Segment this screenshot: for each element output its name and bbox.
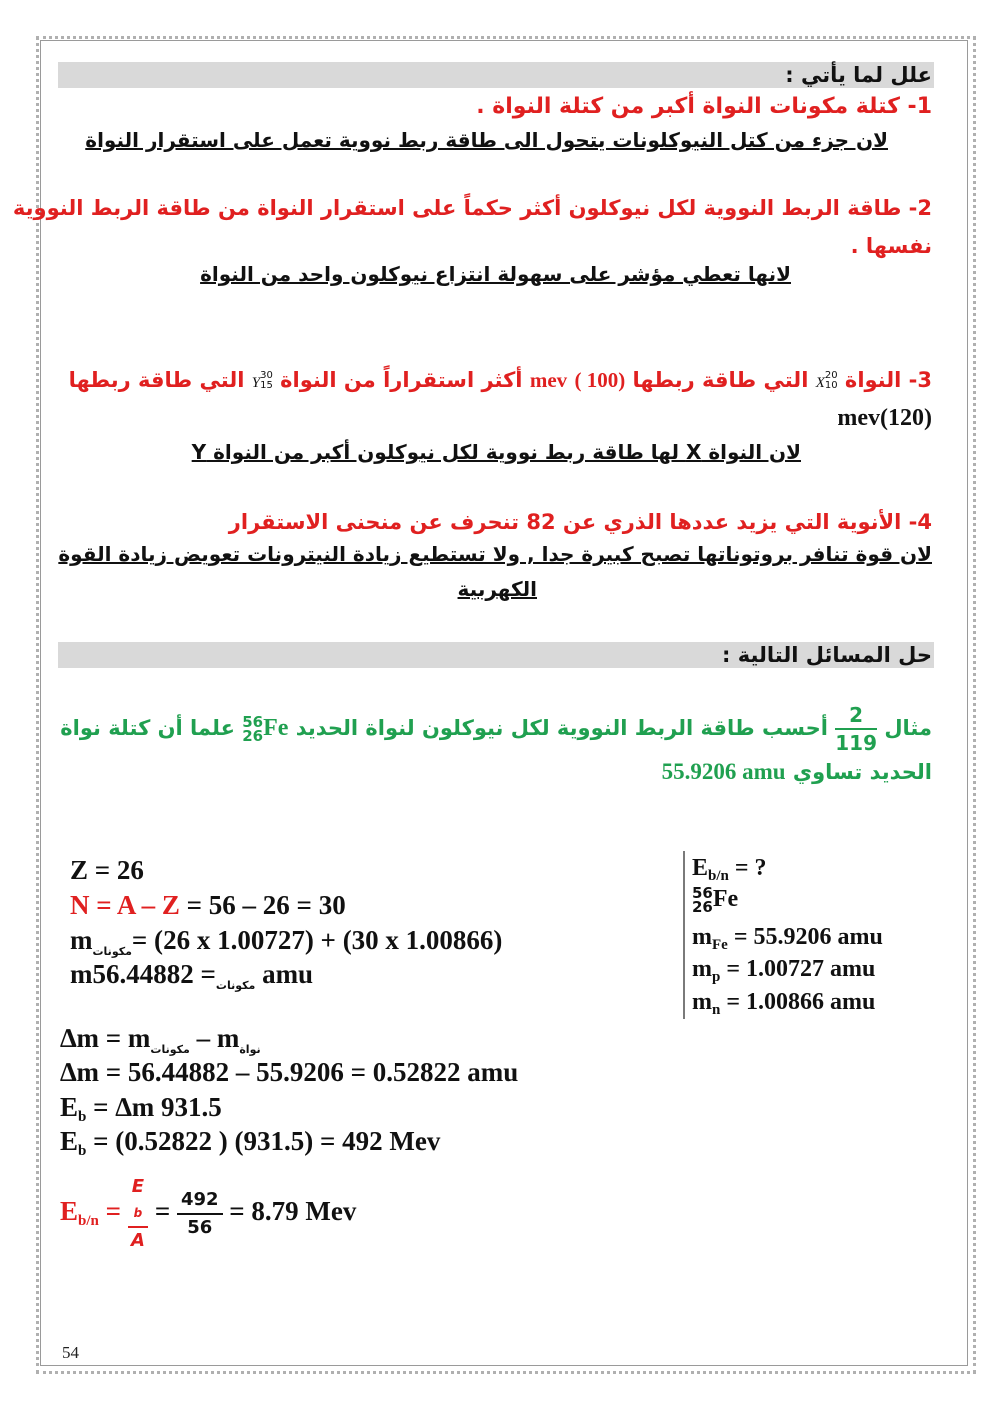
solution-delta-m-calc: ∆m = 56.44882 – 55.9206 = 0.52822 amu — [60, 1057, 519, 1087]
answer-1: لان جزء من كتل النيوكلونات يتحول الى طاقة ربط نووية تعمل على استقرار النواة — [85, 128, 888, 152]
ebn-fraction-2: $\frac{492}{56}$ — [177, 1187, 223, 1241]
example-iron-isotope: 56 26Fe — [242, 713, 289, 745]
solution-z: Z = 26 — [70, 855, 144, 885]
example-line1 — [60, 700, 932, 756]
section-heading-problems: حل المسائل التالية : — [722, 643, 932, 667]
solution-n: N = A – Z = 56 – 26 = 30 — [70, 890, 346, 920]
page-number: 54 — [62, 1343, 79, 1362]
answer-3: لان النواة X لها طاقة ربط نووية لكل نيوكلون أكبر من النواة Y — [191, 440, 801, 464]
q3-part3: mev — [529, 368, 568, 392]
solution-eb-calc: $E_b = (0.52822$ ) (931.5) = 492 Mev — [60, 1126, 441, 1159]
y-isotope: 30 15 — [260, 370, 273, 391]
solution-ebn: $E_{b/n}$ = E b A = $\frac{492}{56}$ = 8.79 Mev — [60, 1174, 356, 1254]
question-2-line2: نفسها . — [850, 234, 932, 258]
solution-m-components-1: $m_{مكونات}= (26$ x 1.00727) + (30 x 1.00866) — [70, 925, 503, 958]
given-divider — [683, 851, 685, 1019]
example-text2: علما أن كتلة نواة — [60, 716, 235, 740]
question-3-line1 — [69, 368, 932, 393]
answer-4-line2: الكهربية — [457, 577, 537, 601]
given-iron-isotope: 56 26Fe — [692, 884, 739, 917]
example-label: مثال — [884, 716, 932, 740]
question-1: 1- كتلة مكونات النواة أكبر من كتلة النواة . — [476, 94, 932, 119]
given-m-n: $m_n = 1.00866$ amu — [692, 989, 876, 1018]
q3-part5: أكثر استقراراً من النواة — [280, 368, 523, 392]
section-heading-explain: علل لما يأتي : — [785, 63, 932, 87]
answer-4-line1: لان قوة تنافر بروتوناتها تصبح كبيرة جدا , ولا تستطيع زيادة النيترونات تعويض زيادة القوة — [58, 542, 932, 566]
q3-part6: التي طاقة ربطها — [68, 368, 245, 392]
ebn-fraction-1: E b A — [128, 1174, 148, 1254]
x-isotope: 20 10 — [824, 370, 838, 391]
question-2-line1: 2- طاقة الربط النووية لكل نيوكلون أكثر حكماً على استقرار النواة من طاقة الربط النووية — [12, 196, 932, 220]
example-text1: أحسب طاقة الربط النووية لكل نيوكلون لنواة الحديد — [295, 716, 828, 740]
given-m-fe: $m_{Fe} = 55.9206$ amu — [692, 924, 883, 953]
question-4: 4- الأنوية التي يزيد عددها الذري عن 82 تنحرف عن منحنى الاستقرار — [228, 510, 932, 534]
example-line2-text: الحديد تساوي — [792, 760, 932, 784]
q3-part1: 3- النواة — [844, 368, 932, 392]
example-line2-value: 55.9206 amu — [661, 759, 786, 784]
solution-delta-m-def: $\Delta m = m_{مكونات} - m_{نواة}$ — [60, 1023, 261, 1056]
given-m-p: $m_p = 1.00727$ amu — [692, 956, 876, 985]
solution-m-components-2: m $_{مكونات}$= 56.44882 amu — [70, 959, 314, 992]
question-3-line2: (120)mev — [837, 405, 932, 431]
given-ebn: $E_{b/n}$ = ? — [692, 855, 767, 884]
q3-part4: ( 100) — [574, 368, 626, 392]
fraction-numerator: 2 — [835, 702, 877, 730]
x-symbol: X — [815, 375, 825, 391]
q3-part2: التي طاقة ربطها — [632, 368, 809, 392]
solution-eb-def: $E_b = \Delta m$ 931.5 — [60, 1092, 222, 1125]
example-fraction — [835, 702, 877, 756]
fraction-denominator: 119 — [835, 731, 877, 755]
answer-2: لانها تعطي مؤشر على سهولة انتزاع نيوكلون واحد من النواة — [200, 262, 791, 286]
example-line2 — [662, 759, 932, 785]
y-symbol: Y — [251, 375, 261, 391]
